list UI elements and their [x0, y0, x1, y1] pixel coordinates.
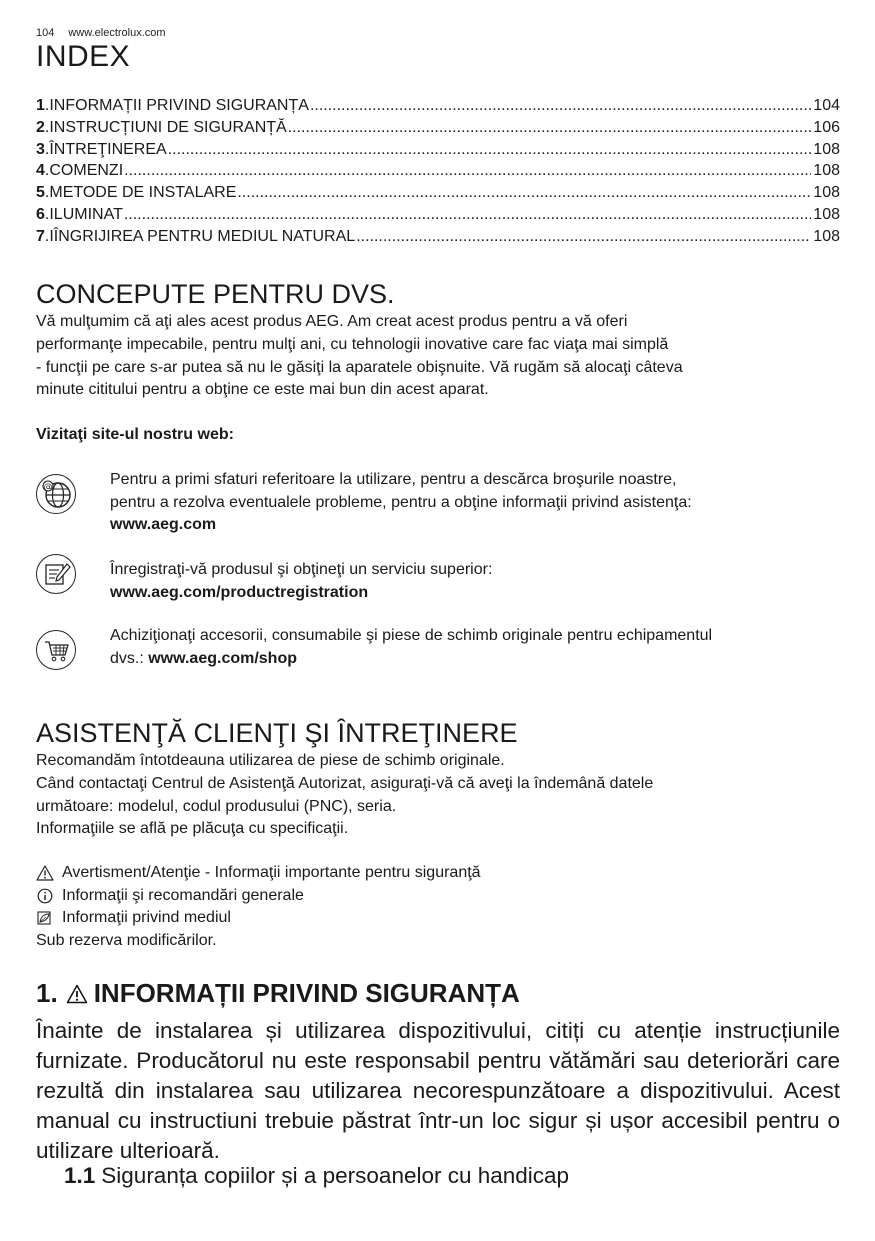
toc-page: 108 [813, 205, 840, 223]
toc-label: ÎNTREŢINEREA [49, 140, 167, 158]
toc-label: METODE DE INSTALARE [49, 184, 237, 202]
support-note: Sub rezerva modificărilor. [36, 932, 217, 949]
page-header [36, 27, 166, 39]
register-pen-icon [36, 554, 76, 594]
warning-icon [36, 865, 54, 881]
productregistration-link[interactable]: www.aeg.com/productregistration [110, 583, 369, 601]
warning-icon [66, 984, 88, 1004]
header-url: www.electrolux.com [68, 27, 166, 39]
toc-page: 106 [813, 118, 840, 136]
support-title: ASISTENŢĂ CLIENŢI ŞI ÎNTREŢINERE [36, 718, 518, 748]
toc-label: ILUMINAT [49, 205, 123, 223]
legend-warning: Avertisment/Atenţie - Informaţii importante pentru siguranţă [36, 862, 481, 884]
toc-item[interactable]: 4 . COMENZI ..... 108 [36, 160, 840, 182]
shop-link[interactable]: www.aeg.com/shop [148, 649, 297, 667]
aeg-link[interactable]: www.aeg.com [110, 516, 217, 533]
toc-item[interactable]: 7 . IÎNGRIJIREA PENTRU MEDIUL NATURAL ..... 108 [36, 226, 840, 248]
concepts-intro: Vă mulţumim că aţi ales acest produs AEG. Am creat acest produs pentru a vă oferi performanţe impecabile, pentru mulţi ani, cu tehnologii inovative care fac viaţa mai simplă - funcţii pe care s-ar putea să nu le găsiţi la aparatele obişnuite. Vă rugăm să alocaţi câteva minute cititului pentru a obţine ce este mai bun din acest aparat. [36, 313, 683, 399]
safety-heading: 1. INFORMAȚII PRIVIND SIGURANȚA [36, 978, 520, 1008]
toc-item[interactable]: 6 . ILUMINAT ..... 108 [36, 204, 840, 226]
legend-info: Informaţii şi recomandări generale [36, 885, 304, 907]
toc-item[interactable]: 2 . INSTRUCȚIUNI DE SIGURANȚĂ ..... 106 [36, 117, 840, 139]
globe-icon [36, 474, 76, 514]
toc-label: INFORMAȚII PRIVIND SIGURANȚA [49, 97, 309, 114]
toc-page: 108 [813, 184, 840, 202]
visit-label: Vizitaţi site-ul nostru web: [36, 426, 234, 443]
shopping-cart-icon [36, 630, 76, 670]
safety-body: Înainte de instalarea și utilizarea dispozitivului, citiți cu atenție instrucțiunile furnizate. Producătorul nu este responsabil pentru vătămări sau deteriorări care rezultă din instalarea sau utilizarea necorespunzătoare a dispozitivului. Acest manual cu instructiuni trebuie păstrat într-un loc sigur și ușor accesibil pentru o utilizare ulterioară. [36, 1018, 840, 1163]
toc-page: 108 [813, 227, 840, 245]
concepts-title: CONCEPUTE PENTRU DVS. [36, 279, 395, 309]
toc-item[interactable]: 1 . INFORMAȚII PRIVIND SIGURANȚA ..... 104 [36, 95, 840, 117]
toc-page: 108 [813, 140, 840, 158]
toc-label: COMENZI [49, 162, 124, 180]
safety-subheading: 1.1 Siguranța copiilor și a persoanelor cu handicap [64, 1163, 570, 1188]
page-number: 104 [36, 27, 55, 39]
legend-env: Informaţii privind mediul [36, 907, 231, 929]
toc-label: INSTRUCȚIUNI DE SIGURANȚĂ [49, 118, 287, 136]
toc-item[interactable]: 5 . METODE DE INSTALARE ..... 108 [36, 182, 840, 204]
index-title: INDEX [36, 40, 131, 73]
svg-text:@: @ [43, 482, 53, 493]
leaf-icon [36, 910, 54, 926]
support-text: Recomandăm întotdeauna utilizarea de piese de schimb originale. Când contactaţi Centrul de Asistenţă Autorizat, asiguraţi-vă că aveţi la îndemână datele următoare: modelul, codul produsului (PNC), seria. Informaţiile se află pe plăcuţa cu specificaţii. [36, 752, 654, 838]
toc-page: 104 [813, 97, 840, 114]
toc-label: IÎNGRIJIREA PENTRU MEDIUL NATURAL [49, 227, 356, 245]
toc-item[interactable]: 3 . ÎNTREŢINEREA ..... 108 [36, 139, 840, 161]
info-icon [36, 888, 54, 904]
table-of-contents [36, 95, 840, 248]
toc-page: 108 [813, 162, 840, 180]
